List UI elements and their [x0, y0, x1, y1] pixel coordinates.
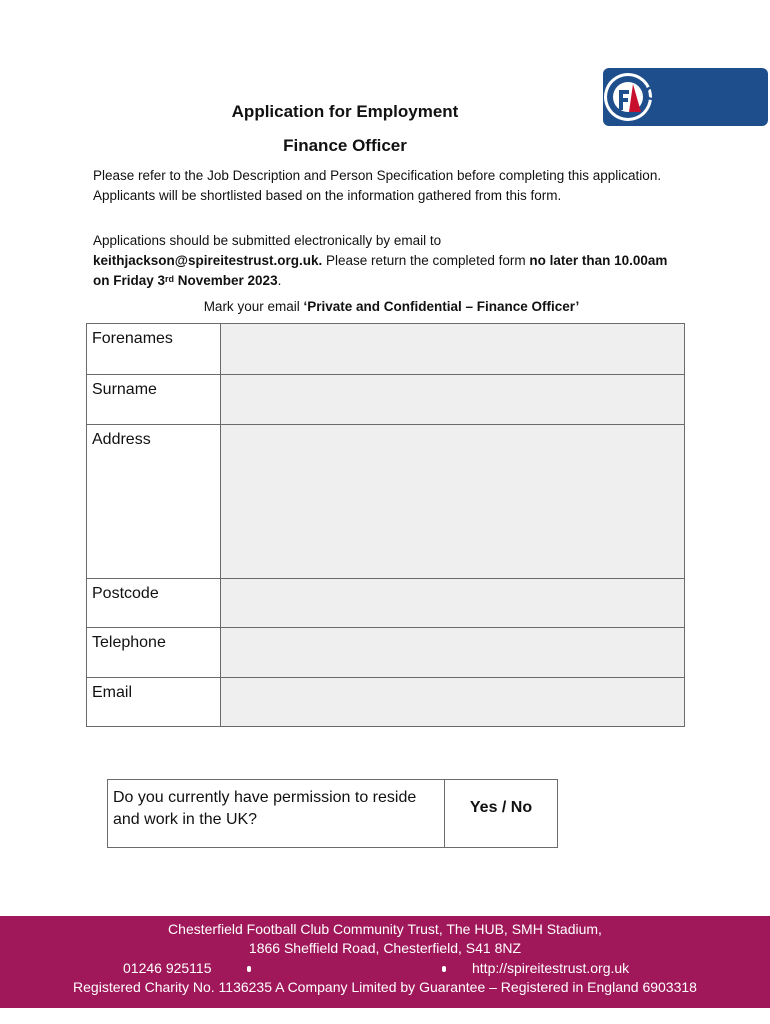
- footer-website-link[interactable]: http://spireitestrust.org.uk: [472, 960, 630, 976]
- email-subject-text: ‘Private and Confidential – Finance Officer’: [303, 299, 580, 314]
- logo-line-1: Chesterfield FC: [661, 69, 766, 86]
- form-row-address: [87, 424, 684, 578]
- submission-email[interactable]: keithjackson@spireitestrust.org.uk.: [93, 253, 323, 268]
- forenames-label: Forenames: [87, 324, 221, 374]
- right-to-work-answer[interactable]: Yes / No: [469, 798, 533, 816]
- email-subject-instruction: [93, 297, 690, 317]
- right-to-work-question: Do you currently have permission to reside and work in the UK?: [108, 780, 445, 847]
- job-title: Finance Officer: [283, 136, 407, 155]
- email-field[interactable]: [221, 678, 684, 726]
- submission-end: .: [277, 273, 282, 288]
- address-field[interactable]: [221, 425, 684, 578]
- forenames-field[interactable]: [221, 324, 684, 374]
- page-title: Application for Employment: [231, 102, 459, 121]
- submission-text: Applications should be submitted electronically by email to: [93, 233, 442, 248]
- deadline-superscript: rd: [165, 274, 175, 284]
- intro-paragraph: Please refer to the Job Description and Person Specification before completing this application. Applicants will be shortlisted based on the information gathered from this form.: [93, 168, 662, 203]
- submission-text-2: Please return the completed form: [322, 253, 530, 268]
- surname-field[interactable]: [221, 375, 684, 424]
- footer-address-line-1: Chesterfield Football Club Community Trust, The HUB, SMH Stadium,: [168, 921, 602, 937]
- form-row-postcode: [87, 578, 684, 627]
- telephone-field[interactable]: [221, 628, 684, 677]
- footer-phone: 01246 925115: [123, 960, 212, 976]
- right-to-work-table: [107, 779, 558, 848]
- surname-label: Surname: [87, 375, 221, 424]
- email-label: Email: [87, 678, 221, 726]
- footer-registration: Registered Charity No. 1136235 A Company Limited by Guarantee – Registered in England 6903318: [73, 979, 697, 995]
- applicant-details-form: [86, 323, 685, 727]
- logo-line-3: TRUST: [722, 103, 766, 118]
- deadline-part-1: no later than 10.00am on Friday 3: [93, 253, 668, 288]
- form-row-telephone: [87, 627, 684, 677]
- bullet-icon: [442, 966, 446, 972]
- telephone-label: Telephone: [87, 628, 221, 677]
- postcode-field[interactable]: [221, 579, 684, 627]
- footer-address-line-2: 1866 Sheffield Road, Chesterfield, S41 8NZ: [248, 940, 522, 956]
- footer: [0, 916, 770, 1008]
- form-row-surname: [87, 374, 684, 424]
- postcode-label: Postcode: [87, 579, 221, 627]
- bullet-icon: [247, 966, 251, 972]
- logo-line-2: COMMUNITY: [644, 84, 766, 105]
- email-subject-label: Mark your email: [203, 299, 304, 314]
- address-label: Address: [87, 425, 221, 578]
- form-row-email: [87, 677, 684, 726]
- submission-paragraph: [93, 231, 673, 291]
- deadline-part-2: November 2023: [174, 273, 278, 288]
- form-row-forenames: [87, 324, 684, 374]
